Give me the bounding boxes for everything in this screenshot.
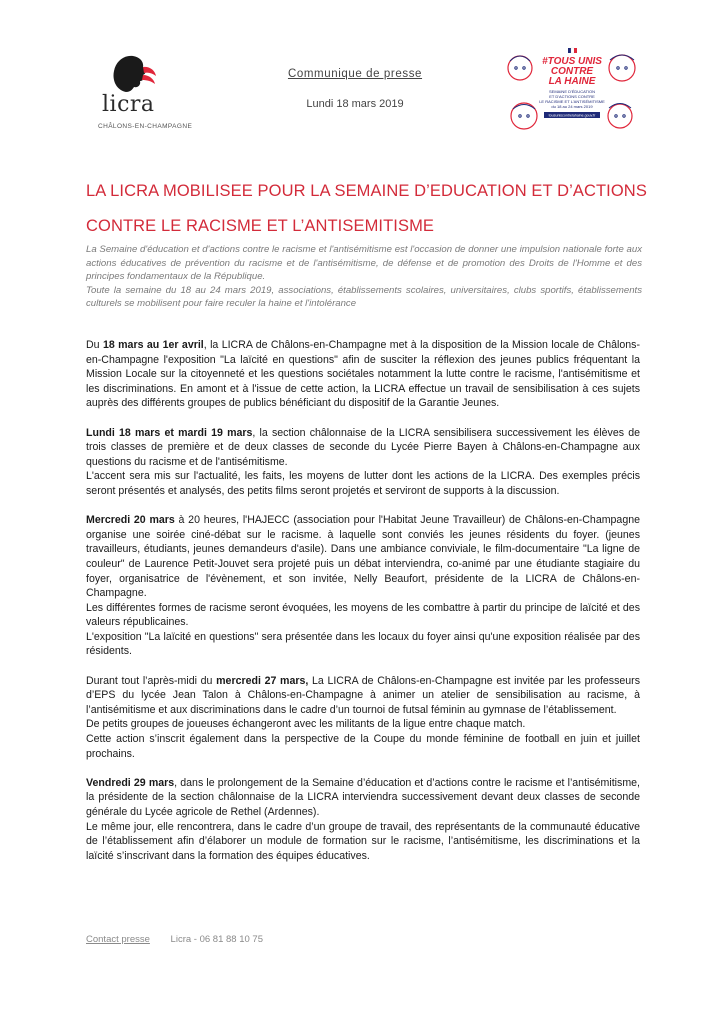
section-3 <box>86 513 640 601</box>
section-1 <box>86 338 640 411</box>
contact-press-link[interactable]: Contact presse <box>86 934 150 945</box>
section-4-text-3: Cette action s’inscrit également dans la perspective de la Coupe du monde féminine de football en juin et juillet prochains. <box>86 733 640 760</box>
flag-blue <box>568 48 571 53</box>
campaign-url: tousuniscontrelahaine.gouv.fr <box>548 113 596 118</box>
logo-wordmark: licra <box>102 92 155 117</box>
press-release-date: Lundi 18 mars 2019 <box>306 98 404 110</box>
campaign-sub-2: ET D'ACTIONS CONTRE <box>549 94 595 99</box>
section-5-date: Vendredi 29 mars <box>86 776 175 789</box>
section-2-date: Lundi 18 mars et mardi 19 mars <box>86 426 253 439</box>
section-1-text: , la LICRA de Châlons-en-Champagne met à la disposition de la Mission locale de Châlons-en-Champagne l'exposition "La laïcité en questions" afin de susciter la réflexion des jeunes publics fréquentant la Mission Locale sur la citoyenneté et les questions sociétales notamment la lutte contre le racisme, l'antisémitisme et les discriminations. En amont et à l'issue de cette action, la LICRA effectue un travail de sensibilisation à ces sujets auprès des différents groupes de publics bénéficiant du dispositif de la Garantie Jeunes. <box>86 339 640 410</box>
intro-paragraph <box>86 243 642 311</box>
body-content <box>86 338 640 863</box>
section-1-date: 18 mars au 1er avril <box>102 339 204 351</box>
section-3-text-2: Les différentes formes de racisme seront évoquées, les moyens de les combattre à partir du principe de laïcité et des valeurs républicaines. <box>86 601 640 629</box>
campaign-poster-image <box>502 46 642 142</box>
section-3-text: à 20 heures, l'HAJECC (association pour l'Habitat Jeune Travailleur) de Châlons-en-Champagne organise une soirée ciné-débat sur le racisme. à laquelle sont conviés les jeunes résidents du foyer. (jeunes travailleurs, étudiants, jeunes demandeurs d'asile). Dans une ambiance conviviale, le film-documentaire "La ligne de couleur" de Laurence Petit-Jouvet sera projeté puis un débat interviendra, co-animé par une étudiante stagiaire du foyer, organisatrice de l'évènement, et son invitée, Nelly Beaufort, présidente de la LICRA de Châlons-en-Champagne. <box>86 514 640 600</box>
section-4 <box>86 674 640 718</box>
logo-subtitle: CHÂLONS-EN-CHAMPAGNE <box>98 123 193 130</box>
face-drawing-3 <box>609 55 635 81</box>
licra-logo <box>98 54 193 130</box>
section-5 <box>86 776 640 820</box>
section-5-text: , dans le prolongement de la Semaine d’éducation et d’actions contre le racisme et l’antisémitisme, la présidente de la section châlonnaise de la LICRA interviendra successivement devant deux classes de seconde générale du Lycée agricole de Rethel (Ardennes). <box>86 776 640 818</box>
intro-text-1: La Semaine d'éducation et d'actions contre le racisme et l'antisémitisme est l'occasion de donner une impulsion nationale forte aux actions éducatives de prévention du racisme et de l'antisémitisme, de défense et de promotion des Droits de l'Homme et des principes fondamentaux de la République. <box>86 244 642 283</box>
section-4-text-2: De petits groupes de joueuses échangeront avec les militants de la ligue entre chaque match. <box>86 718 526 731</box>
licra-profile-logo-icon <box>106 54 158 94</box>
section-2-text: , la section châlonnaise de la LICRA sensibilisera successivement les élèves de trois classes de première et de deux classes de seconde du Lycée Pierre Bayen à Châlons-en-Champagne aux questions du racisme et de l'antisémitisme. <box>86 426 640 468</box>
campaign-hashtag: #TOUS UNIS <box>542 56 602 67</box>
section-4-prefix: Durant tout l’après-midi du <box>86 674 217 687</box>
intro-text-2: Toute la semaine du 18 au 24 mars 2019, associations, établissements scolaires, universitaires, clubs sportifs, établissements culturels se mobilisent pour faire reculer la haine et l'intolérance <box>86 284 642 310</box>
section-2-text-2: L'accent sera mis sur l'actualité, les faits, les moyens de lutter dont les actions de la LICRA. Des exemples précis seront présentés et analysés, des petits films seront projetés et serviront de supports à la discussion. <box>86 470 640 497</box>
section-3-text-3: L'exposition "La laïcité en questions" sera présentée dans les locaux du foyer ainsi qu'une exposition réalisée par des résidents. <box>86 630 640 658</box>
campaign-dates: du 18 au 24 mars 2019 <box>551 104 593 109</box>
face-drawing-4 <box>608 104 632 128</box>
section-1-prefix: Du <box>86 339 103 351</box>
section-2 <box>86 426 640 470</box>
footer <box>86 934 263 945</box>
section-5-text-2: Le même jour, elle rencontrera, dans le cadre d’un groupe de travail, des représentants de la communauté éducative de l’établissement afin d’élaborer un module de formation sur le racisme, l’antisémitisme, les discriminations et la laïcité s’inscrivant dans la formation des équipes éducatives. <box>86 820 640 862</box>
face-drawing-2 <box>511 103 537 129</box>
press-release-title: Communique de presse <box>287 68 423 80</box>
section-4-date: mercredi 27 mars, <box>216 674 309 687</box>
campaign-sub-1: SEMAINE D'ÉDUCATION <box>548 89 596 94</box>
headline-line-1: LA LICRA MOBILISEE POUR LA SEMAINE D’EDUCATION ET D’ACTIONS <box>86 182 647 200</box>
main-headline <box>86 176 646 242</box>
section-4-text: La LICRA de Châlons-en-Champagne est invitée par les professeurs d’EPS du lycée Jean Talon à Châlons-en-Champagne à animer un atelier de sensibilisation au racisme, à l’antisémitisme et aux discriminations dans le cadre d’un tournoi de futsal féminin au gymnase de l’établissement. <box>86 674 640 716</box>
campaign-line-2: CONTRE <box>550 66 594 77</box>
campaign-sub-3: LE RACISME ET L'ANTISÉMITISME <box>539 99 605 104</box>
headline-line-2: CONTRE LE RACISME ET L’ANTISEMITISME <box>86 217 435 235</box>
campaign-line-3: LA HAINE <box>548 76 596 87</box>
contact-phone: Licra - 06 81 88 10 75 <box>170 934 263 945</box>
press-header <box>270 68 440 110</box>
section-3-date: Mercredi 20 mars <box>86 514 175 527</box>
